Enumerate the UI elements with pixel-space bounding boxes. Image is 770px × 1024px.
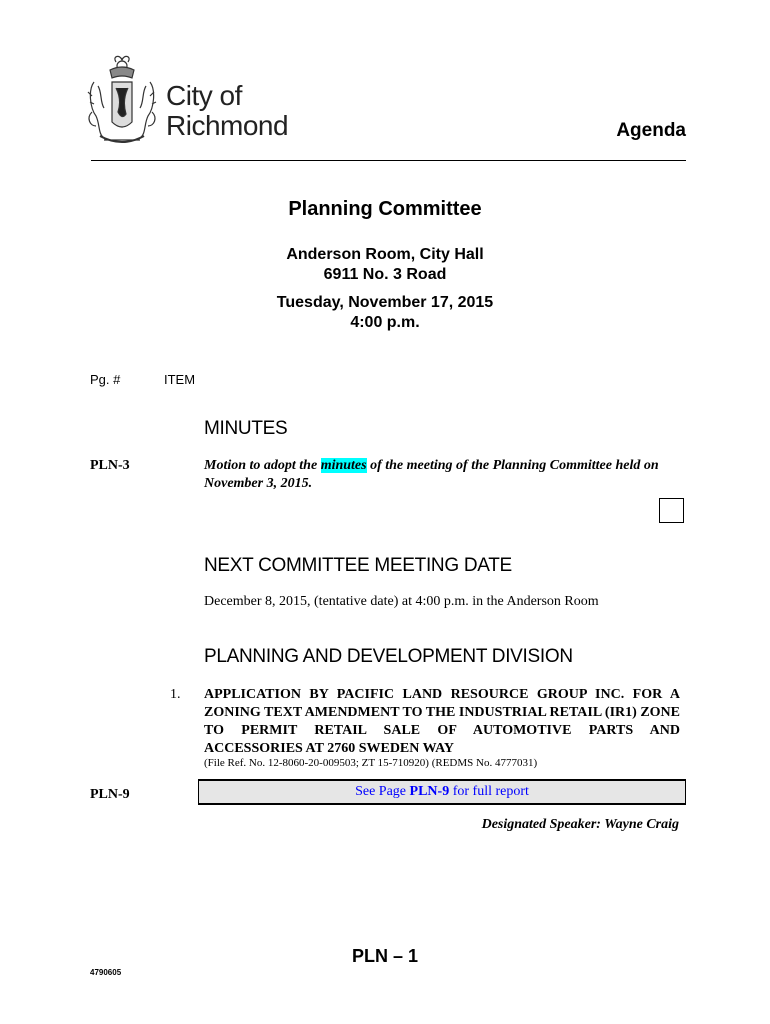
item-title: APPLICATION BY PACIFIC LAND RESOURCE GROUP INC. FOR A ZONING TEXT AMENDMENT TO THE INDUSTRIAL RETAIL (IR1) ZONE TO PERMIT RETAIL SALE OF AUTOMOTIVE PARTS AND ACCESSORIES AT 2760 SWEDEN WAY — [204, 687, 680, 756]
committee-name: Planning Committee — [288, 198, 482, 220]
motion-text-start: Motion to adopt the — [204, 458, 321, 473]
report-link-suffix: for full report — [449, 784, 529, 799]
meeting-address: 6911 No. 3 Road — [323, 266, 447, 283]
footer-document-number: 4790605 — [90, 968, 122, 977]
city-crest-logo — [86, 52, 160, 150]
page-ref-item: PLN-9 — [90, 787, 130, 802]
item-number: 1. — [170, 687, 181, 702]
next-meeting-text: December 8, 2015, (tentative date) at 4:00 p.m. in the Anderson Room — [204, 594, 599, 609]
page-ref-minutes: PLN-3 — [90, 458, 130, 473]
header-divider — [91, 160, 686, 161]
motion-checkbox[interactable] — [659, 498, 684, 523]
item-file-reference: (File Ref. No. 12-8060-20-009503; ZT 15-710920) (REDMS No. 4777031) — [204, 757, 538, 769]
meeting-date: Tuesday, November 17, 2015 — [276, 294, 494, 311]
meeting-room: Anderson Room, City Hall — [286, 246, 484, 263]
motion-text-end: of the meeting of the Planning Committee held on November 3, 2015. — [204, 458, 659, 491]
section-heading-minutes: MINUTES — [204, 418, 288, 439]
column-header-page: Pg. # — [90, 372, 121, 387]
section-heading-next-meeting: NEXT COMMITTEE MEETING DATE — [204, 555, 512, 576]
column-header-item: ITEM — [164, 372, 196, 387]
meeting-time: 4:00 p.m. — [350, 314, 420, 331]
logo-text-city-of: City of — [166, 80, 242, 111]
minutes-motion — [204, 457, 688, 493]
motion-highlight: minutes — [320, 458, 367, 473]
logo-text-richmond: Richmond — [166, 110, 289, 141]
designated-speaker: Designated Speaker: Wayne Craig — [481, 817, 679, 832]
section-heading-planning: PLANNING AND DEVELOPMENT DIVISION — [204, 646, 573, 667]
crest-icon — [86, 52, 160, 150]
document-type-title: Agenda — [616, 120, 686, 141]
full-report-link[interactable] — [198, 779, 686, 805]
report-link-prefix: See Page — [355, 784, 410, 799]
report-link-page: PLN-9 — [409, 784, 450, 799]
footer-page-number: PLN – 1 — [351, 946, 419, 966]
